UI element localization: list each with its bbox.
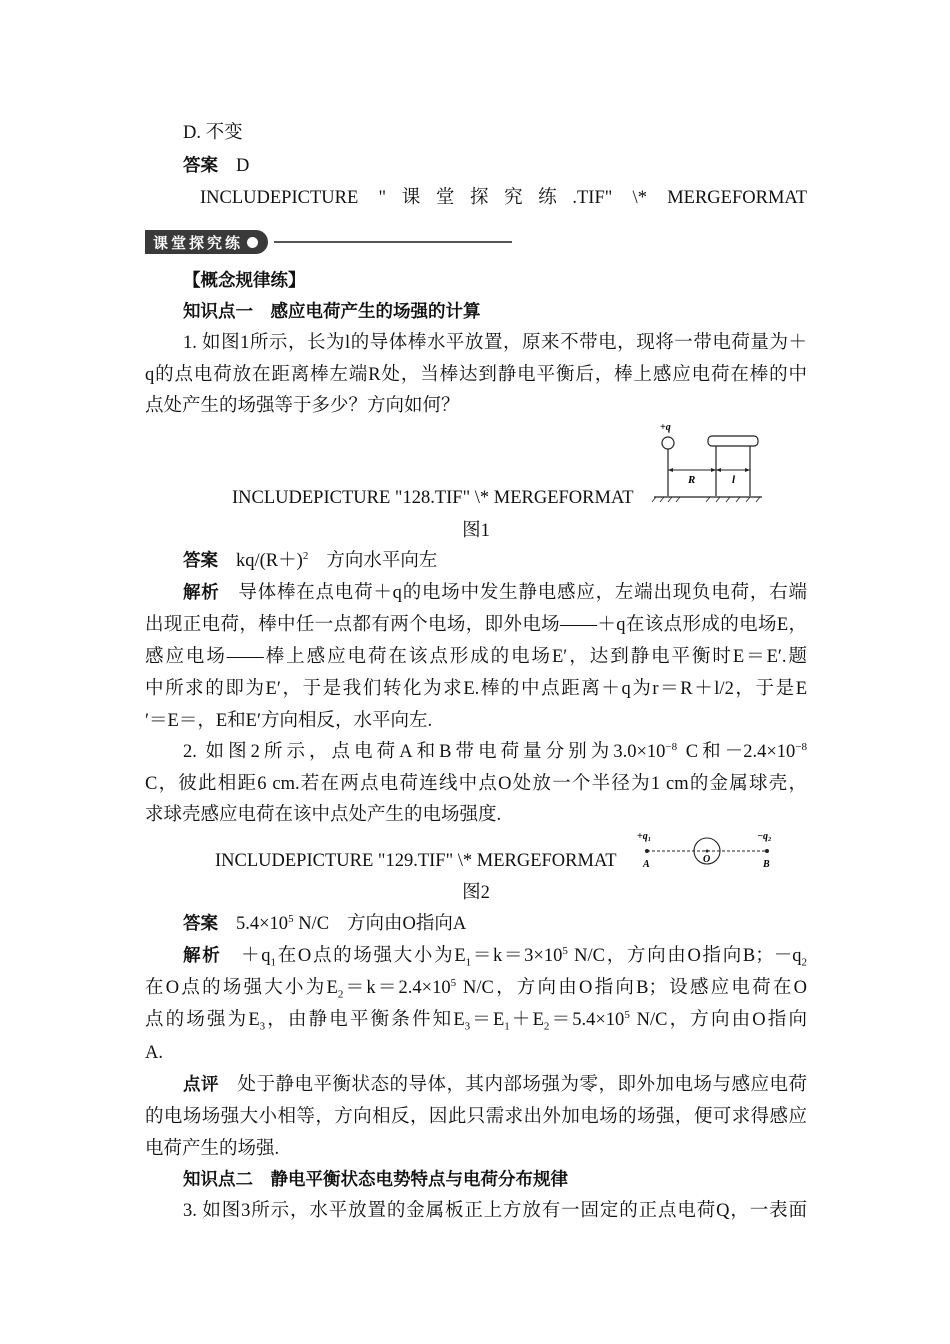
t: N/C，方向由O指向B；设感应电荷在O (456, 978, 808, 998)
section-title: 【概念规律练】 (183, 271, 306, 291)
t: 3 (464, 1020, 471, 1033)
q2-line-2: C，彼此相距6 cm.若在两点电荷连线中点O处放一个半径为1 cm的金属球壳， (145, 774, 807, 794)
answer-label: 答案 (183, 551, 218, 571)
fig1-rod (708, 436, 758, 446)
q2-line-1 (183, 737, 807, 768)
q1-line-2: q的点电荷放在距离棒左端R处，当棒达到静电平衡后，棒上感应电荷在棒的中 (145, 365, 807, 385)
q1-analysis-line-4: 中所求的即为E′，于是我们转化为求E.棒的中点距离＋q为r＝R＋l/2，于是E (145, 679, 807, 699)
q2-answer-direction: 方向由O指向A (347, 914, 467, 934)
figure-1-caption: 图1 (462, 521, 490, 541)
fig1-charge-label: +q (660, 422, 671, 433)
t: 点的场强为E (145, 1010, 260, 1030)
figure-1 (650, 420, 770, 504)
q1-analysis-line-1 (183, 578, 807, 609)
section-banner (145, 230, 512, 254)
banner-rule (274, 241, 512, 243)
t: N/C，方向由O指向B；－q (567, 946, 802, 966)
q1-line-1: 1. 如图1所示，长为l的导体棒水平放置，原来不带电，现将一带电荷量为＋ (183, 333, 807, 353)
q2-text: 2. 如图2所示，点电荷A和B带电荷量分别为3.0×10 (183, 742, 666, 762)
t: 1 (465, 956, 472, 969)
q2-include: INCLUDEPICTURE "129.TIF" \* MERGEFORMAT (215, 851, 617, 871)
answer-label: 答案 (183, 156, 218, 176)
banner-label (145, 230, 268, 254)
q1-answer (183, 546, 807, 577)
fig2-q1-label: +q₁ (637, 831, 652, 842)
comment-text: 处于静电平衡状态的导体，其内部场强为零，即外加电场与感应电荷 (237, 1075, 807, 1095)
fig1-arrowhead (711, 468, 716, 472)
q1-answer-exp: 2 (302, 549, 309, 562)
banner-dot-icon (247, 237, 258, 248)
fig2-center (706, 850, 709, 853)
t: ＋E (509, 1010, 544, 1030)
t: 在O点的场强大小为E (276, 946, 466, 966)
kp1-title: 知识点一 感应电荷产生的场强的计算 (183, 302, 481, 322)
q2-answer-exp: 5 (288, 912, 294, 925)
q1-analysis-line-3: 感应电场——棒上感应电荷在该点形成的电场E′，达到静电平衡时E＝E′.题 (145, 647, 807, 667)
fig2-b-label: B (763, 859, 770, 870)
fig2-o-label: O (703, 854, 711, 865)
comment-line-3: 电荷产生的场强. (145, 1139, 280, 1159)
t: 2 (543, 1020, 550, 1033)
t: 3 (259, 1020, 266, 1033)
fig1-length-label: l (732, 474, 736, 486)
q2-analysis-line-1 (183, 941, 807, 972)
q2-line-3: 求球壳感应电荷在该中点处产生的电场强度. (145, 805, 502, 825)
t: 1 (270, 956, 277, 969)
kp2-title: 知识点二 静电平衡状态电势特点与电荷分布规律 (183, 1170, 568, 1190)
q2-analysis-line-2 (145, 973, 807, 1004)
q2-analysis-line-3 (145, 1005, 807, 1036)
fig1-arrowhead (716, 468, 721, 472)
q1-line-3: 点处产生的场强等于多少？方向如何？ (145, 396, 460, 416)
figure-2-caption: 图2 (462, 883, 490, 903)
t: ，由静电平衡条件知E (265, 1010, 465, 1030)
t: 1 (504, 1020, 510, 1033)
q2-exp: −8 (795, 740, 807, 753)
fig1-distance-label: R (688, 474, 696, 486)
q1-answer-value: kq/(R＋) (236, 551, 303, 571)
option-d: D. 不变 (183, 123, 243, 143)
t: ＝E (470, 1010, 505, 1030)
q2-exp: −8 (665, 740, 678, 753)
t: ＝k＝2.4×10 (343, 978, 451, 998)
fig1-ground-hatch (652, 497, 760, 502)
prev-answer (183, 151, 807, 182)
t: 5 (450, 976, 457, 989)
t: 5 (562, 944, 568, 957)
t: 2 (801, 956, 807, 969)
q2-analysis-line-4: A. (145, 1043, 163, 1063)
q1-analysis-line-2: 出现正电荷，棒中任一点都有两个电场，即外电场——＋q在该点形成的电场E， (145, 615, 807, 635)
q2-answer-value: 5.4×10 (236, 914, 289, 934)
t: 2 (337, 988, 344, 1001)
t: 在O点的场强大小为E (145, 978, 338, 998)
q1-answer-direction: 方向水平向左 (326, 551, 438, 571)
q3-line-1: 3. 如图3所示，水平放置的金属板正上方放有一固定的正点电荷Q，一表面 (183, 1201, 807, 1221)
t: ＋q (239, 946, 271, 966)
comment-line-2: 的电场场强大小相等，方向相反，因此只需求出外加电场的场强，便可求得感应 (145, 1107, 807, 1127)
q2-answer-unit: N/C (293, 914, 330, 934)
fig2-q2-label: −q₂ (757, 831, 772, 842)
analysis-label: 解析 (183, 946, 222, 966)
figure-2 (633, 826, 783, 870)
fig2-a-label: A (643, 859, 650, 870)
t: 5 (624, 1008, 630, 1021)
comment-label: 点评 (183, 1075, 219, 1095)
q1-analysis-text-1: 导体棒在点电荷＋q的电场中发生静电感应，左端出现负电荷，右端 (237, 583, 807, 603)
include-field: INCLUDEPICTURE "课堂探究练.TIF" \* MERGEFORMAT (200, 188, 807, 208)
analysis-label: 解析 (183, 583, 220, 603)
fig1-arrowhead (745, 468, 750, 472)
fig1-charge-circle (662, 437, 674, 449)
comment-line-1 (183, 1070, 807, 1101)
answer-label: 答案 (183, 914, 218, 934)
q2-text: C和－2.4×10 (677, 742, 796, 762)
q2-answer (183, 909, 807, 940)
t: N/C，方向由O指向 (629, 1010, 807, 1030)
q1-include: INCLUDEPICTURE "128.TIF" \* MERGEFORMAT (232, 488, 634, 508)
q1-analysis-line-5: ′＝E＝，E和E′方向相反，水平向左. (145, 711, 433, 731)
answer-value: D (236, 156, 250, 176)
t: ＝k＝3×10 (471, 946, 563, 966)
t: ＝5.4×10 (549, 1010, 625, 1030)
fig1-arrowhead (668, 468, 673, 472)
banner-text: 课堂探究练 (153, 233, 244, 252)
